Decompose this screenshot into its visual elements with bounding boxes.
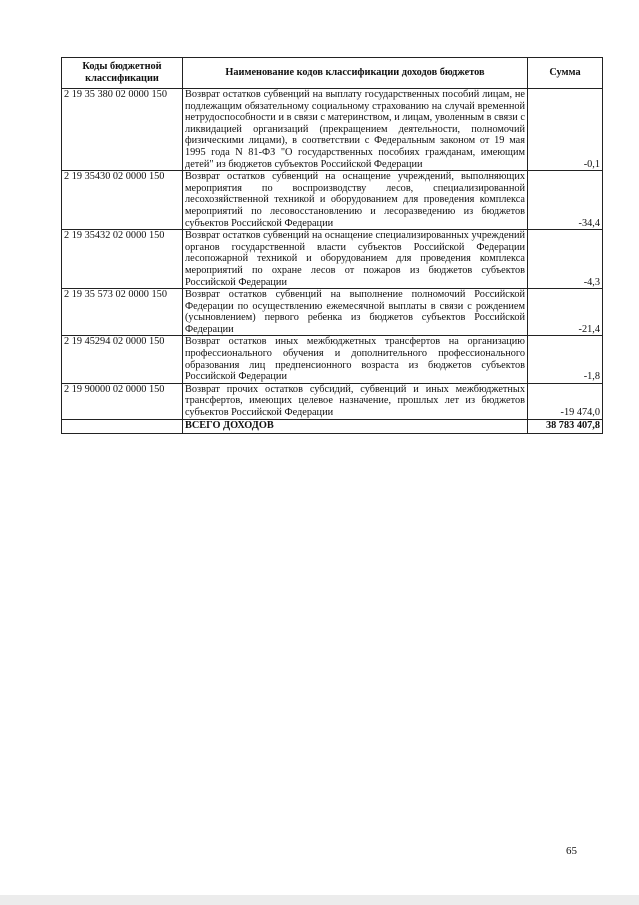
row-code: 2 19 90000 02 0000 150 <box>62 383 183 419</box>
table-header-row <box>62 58 603 89</box>
row-name: Возврат остатков субвенций на оснащение учреждений, выполняющих мероприятия по воспроизводству лесов, специализированной лесохозяйственной техникой и оборудованием для проведения комплекса мероприятий по лесовосстановлению и лесоразведению из бюджетов субъектов Российской Федерации <box>183 171 528 230</box>
table-row <box>62 336 603 383</box>
table-row <box>62 171 603 230</box>
row-sum: -4,3 <box>528 230 603 289</box>
table-row <box>62 383 603 419</box>
total-label: ВСЕГО ДОХОДОВ <box>183 419 528 433</box>
row-name: Возврат остатков иных межбюджетных трансфертов на организацию профессионального обучения и дополнительного профессионального образования лиц предпенсионного возраста из бюджетов субъектов Российской Федерации <box>183 336 528 383</box>
row-sum: -21,4 <box>528 289 603 336</box>
page-number: 65 <box>566 845 577 857</box>
row-code: 2 19 45294 02 0000 150 <box>62 336 183 383</box>
row-code: 2 19 35 573 02 0000 150 <box>62 289 183 336</box>
header-code: Коды бюджетной классификации <box>62 58 183 89</box>
total-row <box>62 419 603 433</box>
header-sum: Сумма <box>528 58 603 89</box>
table-row <box>62 230 603 289</box>
row-name: Возврат остатков субвенций на выполнение полномочий Российской Федерации по осуществлению ежемесячной выплаты в связи с рождением (усыновлением) первого ребенка из бюджетов субъектов Российской Федерации <box>183 289 528 336</box>
row-sum: -19 474,0 <box>528 383 603 419</box>
total-empty-cell <box>62 419 183 433</box>
total-sum: 38 783 407,8 <box>528 419 603 433</box>
row-sum: -34,4 <box>528 171 603 230</box>
row-name: Возврат остатков субвенций на выплату государственных пособий лицам, не подлежащим обязательному социальному страхованию на случай временной нетрудоспособности и в связи с материнством, и лицам, уволенным в связи с ликвидацией организаций (прекращением деятельности, полномочий физическими лицами), в соответствии с Федеральным законом от 19 мая 1995 года N 81-ФЗ "О государственных пособиях гражданам, имеющим детей" из бюджетов субъектов Российской Федерации <box>183 89 528 171</box>
row-sum: -1,8 <box>528 336 603 383</box>
scan-edge <box>0 895 639 905</box>
table-row <box>62 289 603 336</box>
row-name: Возврат остатков субвенций на оснащение специализированных учреждений органов государственной власти субъектов Российской Федерации лесопожарной техникой и оборудованием для проведения комплекса мероприятий по охране лесов от пожаров из бюджетов субъектов Российской Федерации <box>183 230 528 289</box>
row-sum: -0,1 <box>528 89 603 171</box>
table-row <box>62 89 603 171</box>
header-name: Наименование кодов классификации доходов бюджетов <box>183 58 528 89</box>
row-code: 2 19 35430 02 0000 150 <box>62 171 183 230</box>
row-name: Возврат прочих остатков субсидий, субвенций и иных межбюджетных трансфертов, имеющих целевое назначение, прошлых лет из бюджетов субъектов Российской Федерации <box>183 383 528 419</box>
income-table <box>61 57 603 434</box>
row-code: 2 19 35432 02 0000 150 <box>62 230 183 289</box>
row-code: 2 19 35 380 02 0000 150 <box>62 89 183 171</box>
